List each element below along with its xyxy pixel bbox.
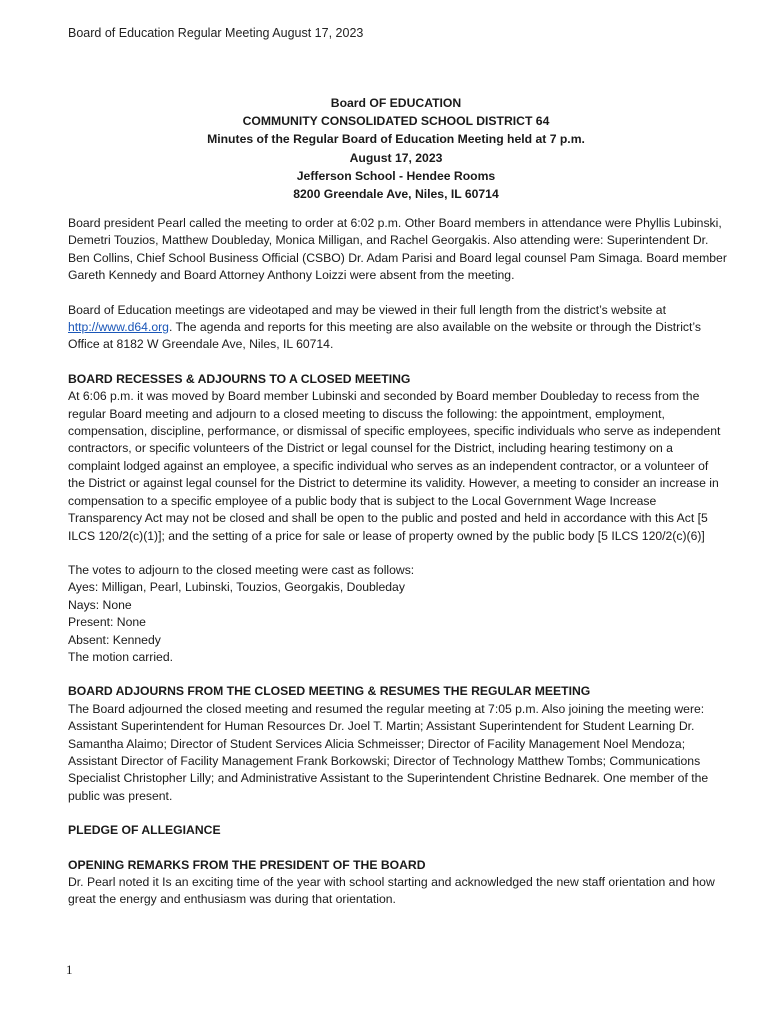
opening-remarks-section [68,857,728,909]
title-block [68,94,724,203]
title-board: Board OF EDUCATION [330,96,462,110]
title-minutes: Minutes of the Regular Board of Education Meeting held at 7 p.m. [207,132,585,147]
resume-meeting-text: The Board adjourned the closed meeting and resumed the regular meeting at 7:05 p.m. Also joining the meeting were: Assistant Superintendent for Human Resources Dr. Joel T. Martin; Assistant Superintendent for Student Learning Dr. Samantha Alaimo; Director of Student Services Alicia Schmeisser; Director of Facility Management Noel Mendoza; Assistant Director of Facility Management Frank Borkowski; Director of Technology Matthew Tombs; Communications Specialist Christopher Lilly; and Administrative Assistant to the Superintendent Christine Bednarek. One member of the public was present. [68,701,709,803]
title-location: Jefferson School - Hendee Rooms [296,168,496,183]
title-district: COMMUNITY CONSOLIDATED SCHOOL DISTRICT 64 [242,114,550,129]
votes-intro: The votes to adjourn to the closed meeting were cast as follows: [68,562,415,577]
closed-meeting-heading: BOARD RECESSES & ADJOURNS TO A CLOSED MEETING [68,371,411,386]
pledge-section [68,822,728,839]
call-to-order-paragraph: Board president Pearl called the meeting to order at 6:02 p.m. Other Board members in attendance were Phyllis Lubinski, Demetri Touzios, Matthew Doubleday, Monica Milligan, and Rachel Georgakis. Also attending were: Superintendent Dr. Ben Collins, Chief School Business Official (CSBO) Dr. Adam Parisi and Board legal counsel Pam Simaga. Board member Gareth Kennedy and Board Attorney Anthony Loizzi were absent from the meeting. [68,216,727,283]
district-website-link[interactable]: http://www.d64.org [68,320,169,335]
resume-meeting-section [68,683,728,805]
votes-block [68,562,728,666]
resume-meeting-heading: BOARD ADJOURNS FROM THE CLOSED MEETING & RESUMES THE REGULAR MEETING [68,684,591,699]
video-text-before: Board of Education meetings are videotaped and may be viewed in their full length from the district’s website at [68,302,666,317]
video-paragraph [68,302,728,354]
opening-remarks-text: Dr. Pearl noted it Is an exciting time of the year with school starting and acknowledged the new staff orientation and how great the energy and enthusiasm was during that orientation. [68,875,715,907]
running-header: Board of Education Regular Meeting August 17, 2023 [68,26,364,40]
minutes-body [68,215,728,909]
votes-present: Present: None [68,615,146,630]
title-address: 8200 Greendale Ave, Niles, IL 60714 [293,187,499,202]
opening-remarks-heading: OPENING REMARKS FROM THE PRESIDENT OF THE BOARD [68,857,426,872]
video-text-after: . The agenda and reports for this meeting are also available on the website or through the District’s Office at 8182 W Greendale Ave, Niles, IL 60714. [68,320,701,352]
votes-absent: Absent: Kennedy [68,632,161,647]
page-number: 1 [66,962,73,977]
closed-meeting-section [68,371,728,545]
votes-nays: Nays: None [68,597,132,612]
title-date: August 17, 2023 [349,150,443,165]
votes-ayes: Ayes: Milligan, Pearl, Lubinski, Touzios, Georgakis, Doubleday [68,580,405,595]
pledge-heading: PLEDGE OF ALLEGIANCE [68,823,221,838]
closed-meeting-text: At 6:06 p.m. it was moved by Board member Lubinski and seconded by Board member Doubleday to recess from the regular Board meeting and adjourn to a closed meeting to discuss the following: the appointment, employment, compensation, discipline, performance, or dismissal of specific employees, specific individuals who serve as independent contractors, or specific volunteers of the District or legal counsel for the District, including hearing testimony on a complaint lodged against an employee, a specific individual who serves as an independent contractor, or a volunteer of the District or against legal counsel for the District to determine its validity. However, a meeting to consider an increase in compensation to a specific employee of a public body that is subject to the Local Government Wage Increase Transparency Act may not be closed and shall be open to the public and posted and held in accordance with this Act [5 ILCS 120/2(c)(1)]; and the setting of a price for sale or lease of property owned by the public body [5 ILCS 120/2(c)(6)] [68,389,721,543]
votes-result: The motion carried. [68,649,173,664]
